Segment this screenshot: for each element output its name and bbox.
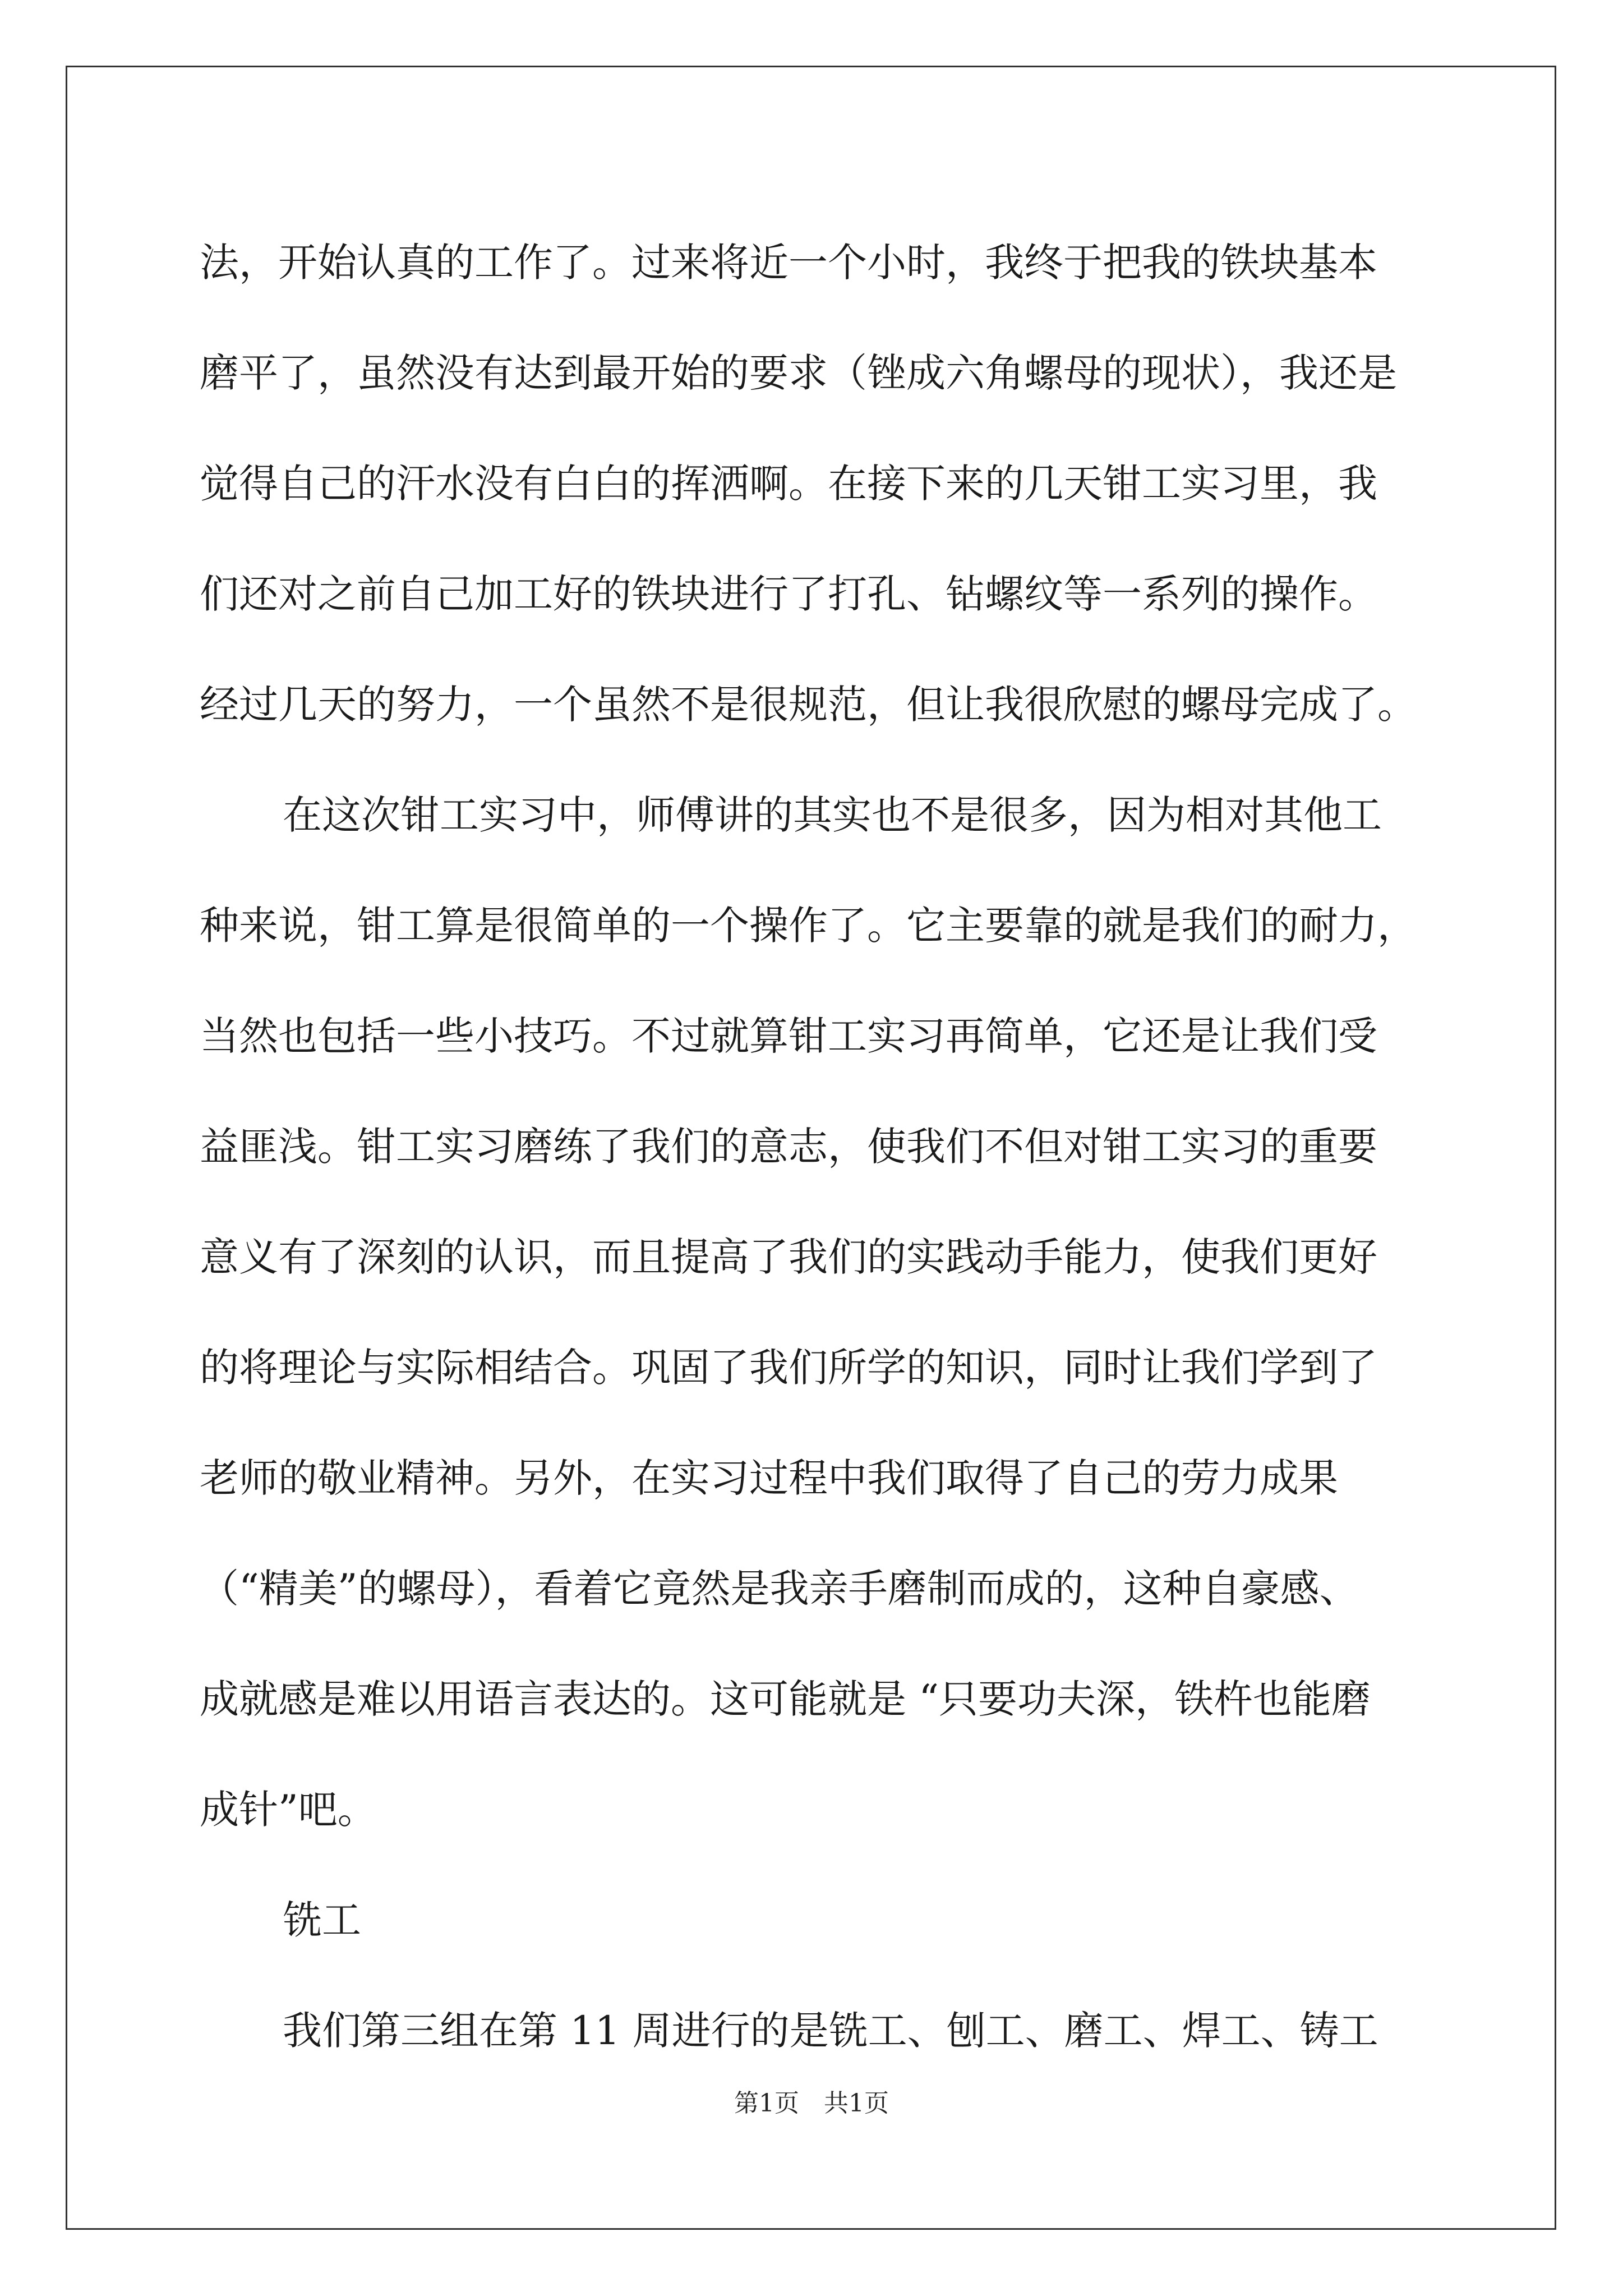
document-body (200, 208, 1433, 2086)
page-number-footer: 第1页 共1页 (734, 2089, 889, 2118)
text-line: 成就感是难以用语言表达的。这可能就是 “只要功夫深，铁杵也能磨 (200, 1676, 1371, 1722)
text-line: 当然也包括一些小技巧。不过就算钳工实习再简单，它还是让我们受 (200, 1013, 1377, 1059)
text-line: 益匪浅。钳工实习磨练了我们的意志，使我们不但对钳工实习的重要 (200, 1124, 1377, 1170)
text-line: 觉得自己的汗水没有白白的挥洒啊。在接下来的几天钳工实习里，我 (200, 461, 1377, 507)
text-line: 磨平了，虽然没有达到最开始的要求（锉成六角螺母的现状），我还是 (200, 350, 1397, 396)
section-heading: 铣工 (283, 1897, 361, 1943)
paragraph-start-line: 在这次钳工实习中，师傅讲的其实也不是很多，因为相对其他工 (283, 792, 1382, 838)
text-line: 老师的敬业精神。另外，在实习过程中我们取得了自己的劳力成果 (200, 1455, 1338, 1501)
text-line: （“精美”的螺母），看着它竟然是我亲手磨制而成的，这种自豪感、 (200, 1566, 1359, 1612)
text-line: 成针”吧。 (200, 1787, 377, 1833)
text-line: 经过几天的努力，一个虽然不是很规范，但让我很欣慰的螺母完成了。 (200, 682, 1417, 728)
paragraph-start-line: 我们第三组在第 11 周进行的是铣工、刨工、磨工、焊工、铸工 (283, 2008, 1378, 2054)
text-line: 种来说，钳工算是很简单的一个操作了。它主要靠的就是我们的耐力， (200, 903, 1417, 949)
text-line: 意义有了深刻的认识，而且提高了我们的实践动手能力，使我们更好 (200, 1234, 1377, 1280)
text-line: 法，开始认真的工作了。过来将近一个小时，我终于把我的铁块基本 (200, 240, 1377, 286)
text-line: 们还对之前自己加工好的铁块进行了打孔、钻螺纹等一系列的操作。 (200, 571, 1377, 617)
text-line: 的将理论与实际相结合。巩固了我们所学的知识，同时让我们学到了 (200, 1345, 1377, 1391)
